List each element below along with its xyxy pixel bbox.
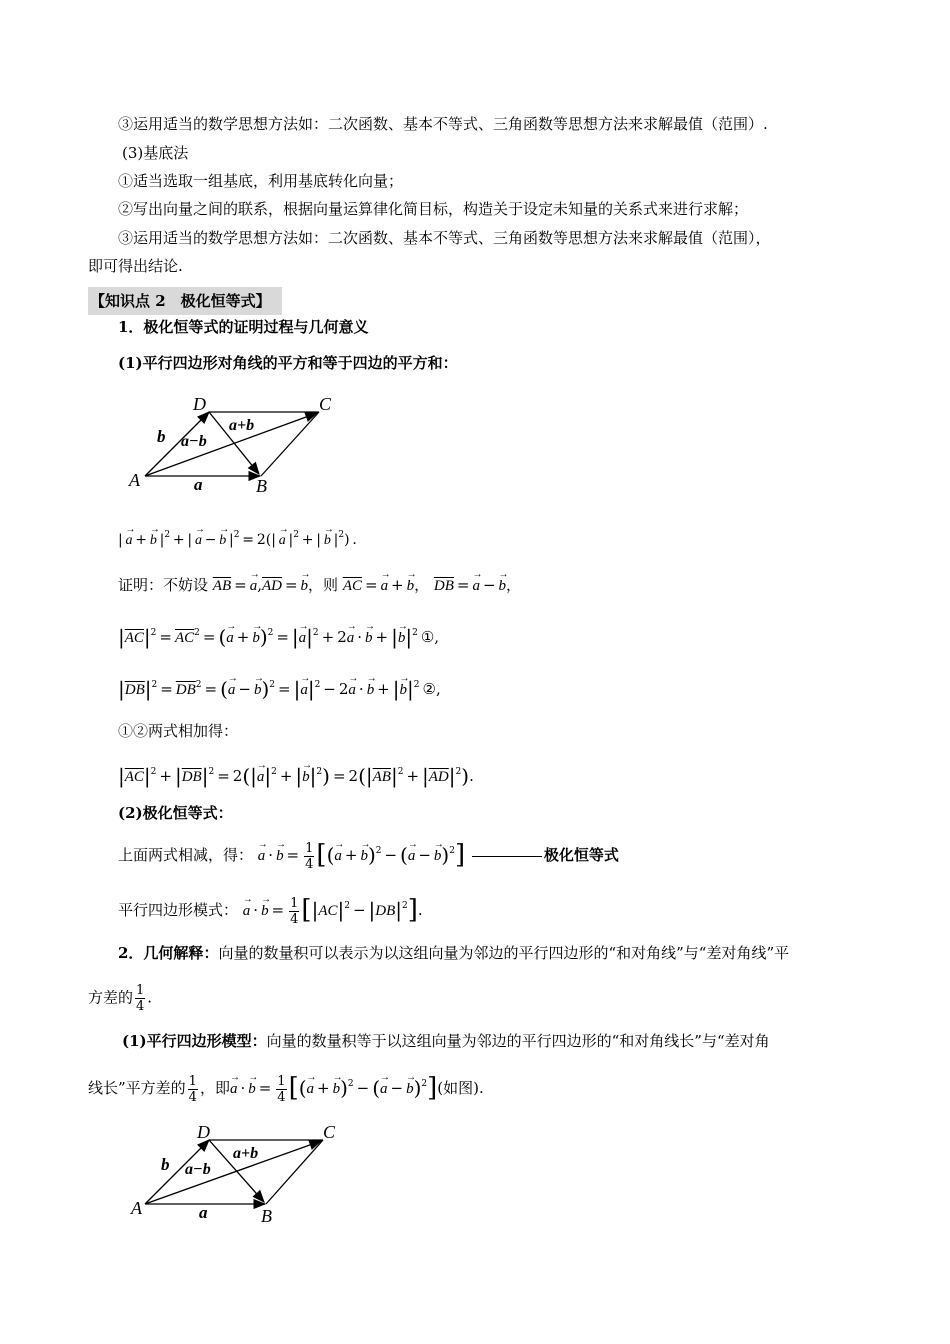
model-1: (1)平行四边形模型：向量的数量积等于以这组向量为邻边的平行四边形的“和对角线长”与“差对角	[122, 1032, 770, 1050]
label-A: A	[129, 470, 140, 490]
label-B: B	[256, 476, 267, 496]
text-line: ①适当选取一组基底，利用基底转化向量；	[118, 172, 404, 190]
label-b: b	[161, 1155, 170, 1174]
subsection-title: (1)平行四边形对角线的平方和等于四边的平方和：	[118, 354, 458, 372]
subsection-title: (2)极化恒等式：	[118, 804, 233, 822]
text-line: ①②两式相加得：	[118, 722, 239, 740]
label-b: b	[157, 427, 166, 446]
label-a-plus-b: a+b	[229, 417, 255, 434]
label-a-minus-b: a−b	[181, 433, 207, 450]
equation-2: $|\overline{DB}|^2 = \overline{DB}^2$ = (→ a − → b)$^2$ = |→ $a|^2 - 2\to a$ · → b + |→ $b|^2$ ②,	[118, 674, 441, 701]
equation-sum: $|\overline{AC}|^2 + |\overline{DB}|^2 = 2(|\to a|^2$ + |→ $b|^2) = 2(|\overline{AB}|^2 + |\overline{AD}|^2)$.	[118, 761, 474, 788]
label-a: a	[194, 475, 203, 494]
text-line: ②写出向量之间的联系，根据向量运算律化简目标，构造关于设定未知量的关系式来进行求解；	[118, 200, 749, 218]
text-line: 即可得出结论.	[88, 257, 183, 275]
label-A: A	[131, 1198, 142, 1218]
label-C: C	[319, 394, 332, 414]
parallelogram-figure	[125, 390, 345, 500]
label-D: D	[193, 394, 206, 414]
proof-line: 证明：不妨设 $\overline{AB}$ = → $a,\overline{AD}$ = → b，则 $\overline{AC}$ = → a + → b， $\overline{DB}$ = → a − → b，	[118, 574, 521, 597]
polarization-identity: 上面两式相减，得： → a · → b = $\frac{1}{4}$ [(→ a + → b)$^2$ − (→ a − → b)$^2$] 极化恒等式	[118, 840, 619, 872]
model-1-tail: 线长”平方差的 $\frac{1}{4}$ ，即→ a · → b = $\frac{1}{4}$ [(→ a + → b)$^2$ − (→ a − → b)$^2$](如图).	[88, 1073, 484, 1105]
label-B: B	[261, 1206, 272, 1226]
label-a-minus-b: a−b	[185, 1161, 211, 1178]
parallelogram-mode: 平行四边形模式： → a · → b = $\frac{1}{4}$ $[|AC|^2 - |DB|^2]$.	[118, 895, 423, 927]
subsection-title: 1．极化恒等式的证明过程与几何意义	[118, 318, 369, 336]
side-BC	[266, 1140, 323, 1204]
parallelogram-figure-2	[125, 1118, 345, 1228]
label-D: D	[197, 1122, 210, 1142]
label-C: C	[323, 1122, 336, 1142]
equation-1: $|\overline{AC}|^2 = \overline{AC}^2$ = (→ a + → b)$^2$ = |→ $a|^2 + 2\to a$ · → b + |→ $b|^2$ ①,	[118, 622, 439, 649]
text-line: ③运用适当的数学思想方法如：二次函数、基本不等式、三角函数等思想方法来求解最值（范围）.	[118, 115, 768, 133]
geometry-explanation-tail: 方差的 $\frac{1}{4}$ .	[88, 983, 153, 1014]
label-a: a	[199, 1203, 208, 1222]
text-line: ③运用适当的数学思想方法如：二次函数、基本不等式、三角函数等思想方法来求解最值（范围），	[118, 229, 771, 247]
text-line: (3)基底法	[122, 144, 189, 162]
side-BC	[261, 412, 319, 476]
label-a-plus-b: a+b	[233, 1145, 259, 1162]
section-heading: 【知识点 2 极化恒等式】	[90, 292, 271, 310]
parallelogram-law-formula: | → a + → b $|^2$ + | → a − → b $|^2 = 2(| \to a$ $|^2$ + | → b $|^2$) .	[118, 524, 357, 552]
geometry-explanation: 2．几何解释：向量的数量积可以表示为以这组向量为邻边的平行四边形的“和对角线”与“差对角线”平	[118, 944, 790, 962]
